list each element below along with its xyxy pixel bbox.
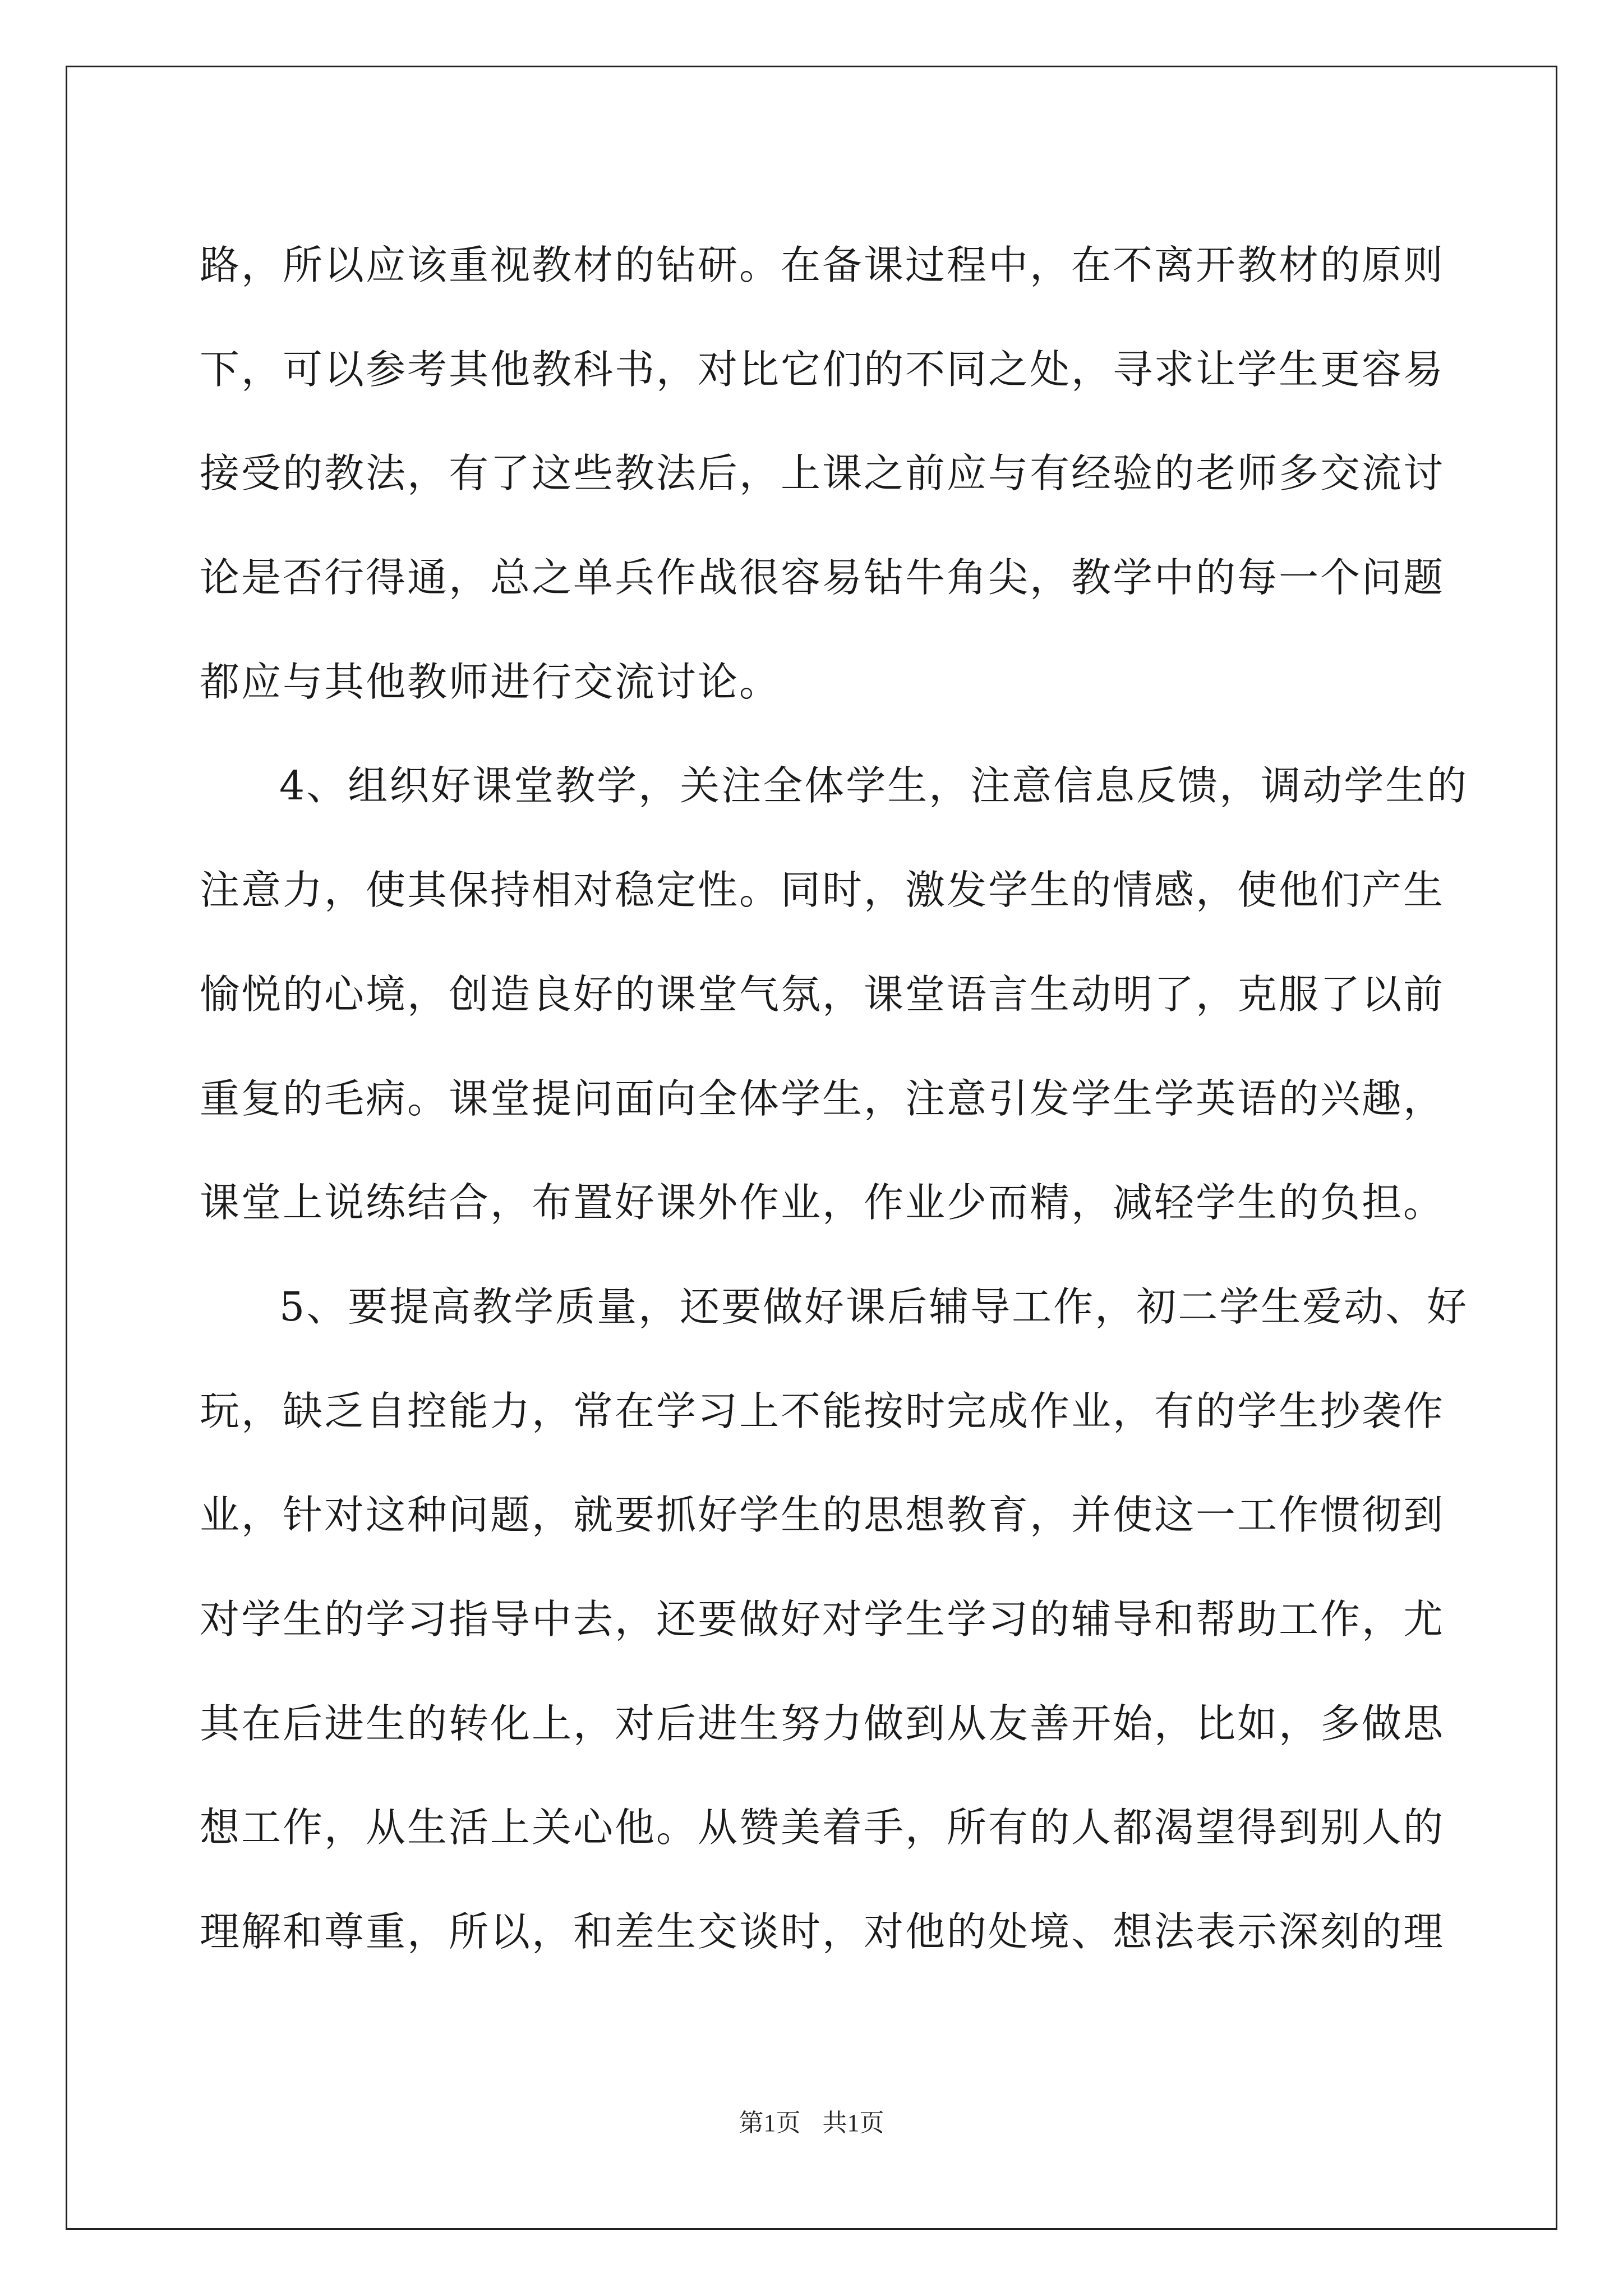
paragraph [200, 734, 1469, 1254]
page-footer [0, 2102, 1623, 2138]
text-line: 注意力，使其保持相对稳定性。同时，激发学生的情感，使他们产生 [200, 867, 1445, 914]
text-line: 理解和尊重，所以，和差生交谈时，对他的处境、想法表示深刻的理 [200, 1908, 1445, 1955]
text-line: 都应与其他教师进行交流讨论。 [200, 658, 781, 705]
text-line: 论是否行得通，总之单兵作战很容易钻牛角尖，教学中的每一个问题 [200, 554, 1445, 601]
text-line: 4、组织好课堂教学，关注全体学生，注意信息反馈，调动学生的 [279, 762, 1469, 809]
paragraph [200, 213, 1445, 734]
text-line: 想工作，从生活上关心他。从赞美着手，所有的人都渴望得到别人的 [200, 1804, 1445, 1851]
text-line: 业，针对这种问题，就要抓好学生的思想教育，并使这一工作惯彻到 [200, 1492, 1445, 1539]
text-line: 重复的毛病。课堂提问面向全体学生，注意引发学生学英语的兴趣， [200, 1075, 1445, 1122]
paragraph [200, 1255, 1469, 1984]
text-line: 玩，缺乏自控能力，常在学习上不能按时完成作业，有的学生抄袭作 [200, 1387, 1445, 1434]
text-line: 其在后进生的转化上，对后进生努力做到从友善开始，比如，多做思 [200, 1700, 1445, 1747]
document-body [200, 213, 1469, 1984]
text-line: 对学生的学习指导中去，还要做好对学生学习的辅导和帮助工作，尤 [200, 1595, 1445, 1642]
page-number: 第1页 [739, 2109, 801, 2137]
page-total: 共1页 [822, 2109, 884, 2137]
text-line: 愉悦的心境，创造良好的课堂气氛，课堂语言生动明了，克服了以前 [200, 970, 1445, 1018]
text-line: 路，所以应该重视教材的钻研。在备课过程中，在不离开教材的原则 [200, 242, 1445, 288]
text-line: 5、要提高教学质量，还要做好课后辅导工作，初二学生爱动、好 [279, 1283, 1469, 1330]
text-line: 接受的教法，有了这些教法后，上课之前应与有经验的老师多交流讨 [200, 450, 1445, 497]
text-line: 课堂上说练结合，布置好课外作业，作业少而精，减轻学生的负担。 [200, 1179, 1445, 1226]
text-line: 下，可以参考其他教科书，对比它们的不同之处，寻求让学生更容易 [200, 346, 1445, 393]
